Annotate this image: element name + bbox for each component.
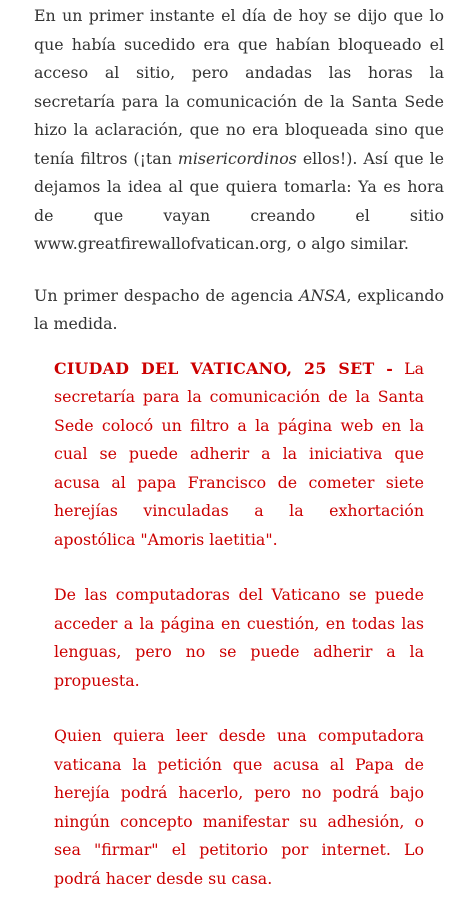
article-body: [34, 2, 444, 893]
agency-paragraph: [34, 282, 444, 339]
agency-name: ANSA: [299, 285, 347, 305]
agency-text-end: , explicando la medida.: [34, 285, 444, 333]
intro-emphasis: misericordinos: [177, 148, 297, 168]
dispatch-paragraph-3: Quien quiera leer desde una computadora vaticana la petición que acusa al Papa de herejía podrá hacerlo, pero no podrá bajo ningún concepto manifestar su adhesión, o sea "firmar" el petitorio por internet. Lo podrá hacer desde su casa.: [54, 726, 424, 888]
dispatch-paragraph-2: De las computadoras del Vaticano se puede acceder a la página en cuestión, en todas las lenguas, pero no se puede adherir a la propuesta.: [54, 585, 424, 690]
intro-text-start: En un primer instante el día de hoy se dijo que lo que había sucedido era que habían bloqueado el acceso al sitio, pero andadas las horas la secretaría para la comunicación de la Santa Sede hizo la aclaración, que no era bloqueada sino que tenía filtros (¡tan: [34, 6, 444, 168]
dispatch-paragraph-1-text: La secretaría para la comunicación de la Santa Sede colocó un filtro a la página web en la cual se puede adherir a la iniciativa que acusa al papa Francisco de cometer siete herejías vinculadas a la exhortación apostólica "Amoris laetitia".: [54, 358, 424, 549]
dispatch-dateline: CIUDAD DEL VATICANO, 25 SET -: [54, 358, 394, 378]
agency-text-start: Un primer despacho de agencia: [34, 285, 300, 305]
quoted-dispatch: [54, 355, 424, 894]
intro-paragraph: [34, 2, 444, 259]
dispatch-paragraph-1: [54, 355, 424, 555]
intro-text-end: ellos!). Así que le dejamos la idea al que quiera tomarla: Ya es hora de que vayan creando el sitio www.greatfirewallofvatican.org, o algo similar.: [34, 148, 445, 253]
